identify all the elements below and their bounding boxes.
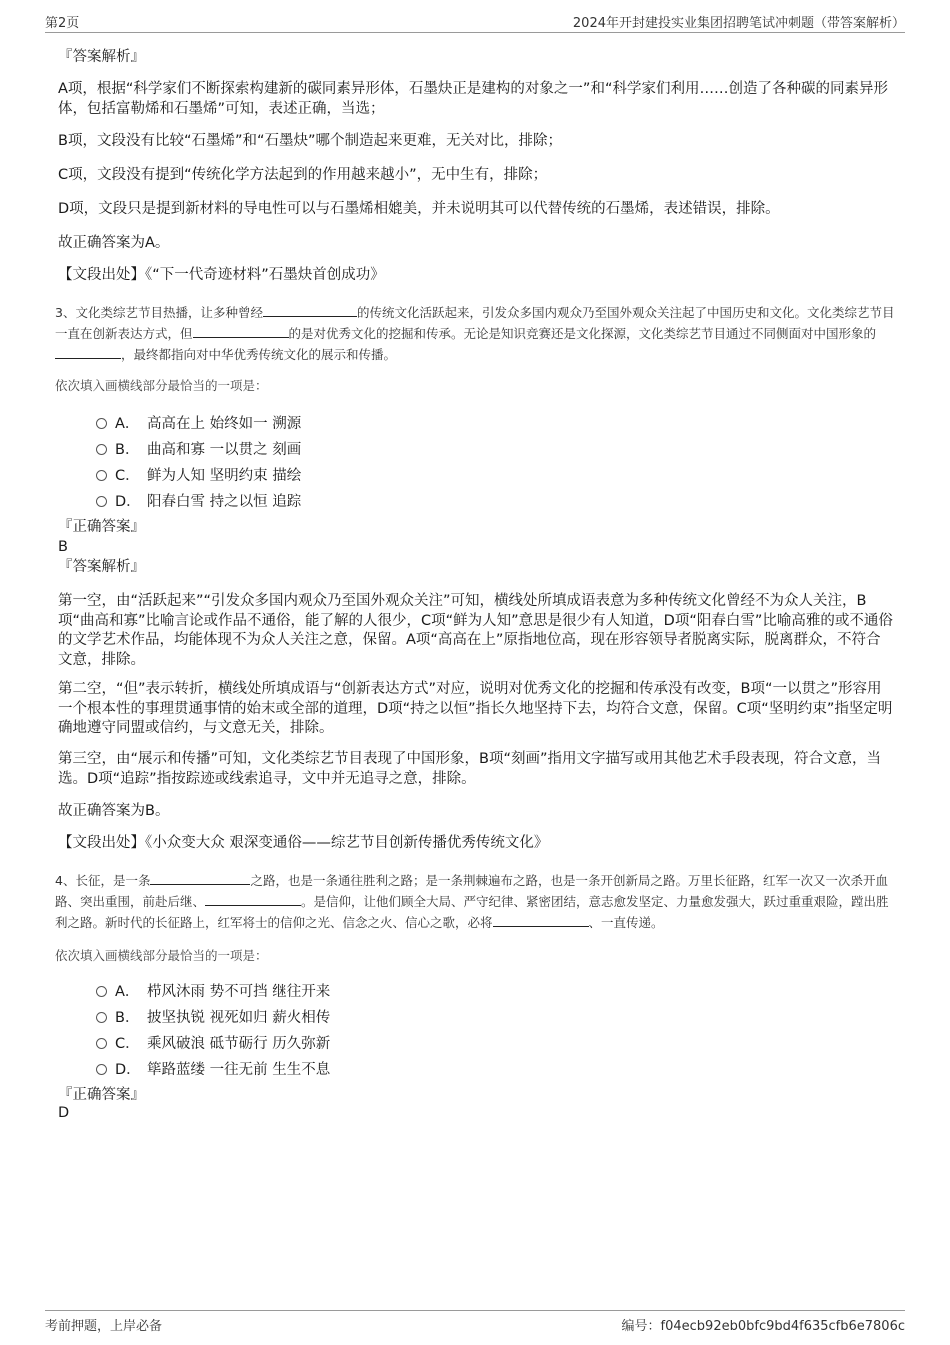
stem-text: 之路，也是一条通往胜利之路；是一条荆棘遍布之路，也是一条开创新局之路。万里长征路，红军一次又一次杀开血路、突出重围，前赴后继、 bbox=[55, 873, 888, 909]
option-c[interactable]: C． 鲜为人知 坚明约束 描绘 bbox=[96, 464, 301, 484]
fill-blank bbox=[193, 324, 289, 338]
question-stem bbox=[55, 302, 895, 365]
correct-answer: D bbox=[58, 1105, 70, 1121]
stem-text: 、一直传递。 bbox=[588, 915, 664, 930]
analysis-label: 『答案解析』 bbox=[58, 49, 145, 65]
option-b[interactable]: B． 曲高和寡 一以贯之 刻画 bbox=[96, 438, 301, 458]
fill-blank bbox=[493, 913, 589, 927]
option-d[interactable]: D． 阳春白雪 持之以恒 追踪 bbox=[96, 490, 301, 510]
analysis-paragraph: C项，文段没有提到“传统化学方法起到的作用越来越小”，无中生有，排除； bbox=[58, 167, 548, 183]
radio-icon[interactable] bbox=[96, 418, 107, 429]
fill-blank bbox=[150, 871, 250, 885]
conclusion: 故正确答案为A。 bbox=[58, 235, 170, 251]
option-a[interactable]: A． 高高在上 始终如一 溯源 bbox=[96, 412, 301, 432]
radio-icon[interactable] bbox=[96, 496, 107, 507]
stem-text: 3、文化类综艺节目热播，让多种曾经 bbox=[55, 305, 263, 320]
page-number: 第2页 bbox=[45, 16, 80, 31]
option-a[interactable]: A． 栉风沐雨 势不可挡 继往开来 bbox=[96, 980, 330, 1000]
radio-icon[interactable] bbox=[96, 1012, 107, 1023]
document-title: 2024年开封建投实业集团招聘笔试冲刺题（带答案解析） bbox=[572, 16, 905, 31]
document-code: 编号：f04ecb92eb0bfc9bd4f635cfb6e7806c bbox=[621, 1319, 905, 1334]
stem-text: 。是信仰，让他们顾全大局、严守纪律、紧密团结，意志愈发坚定、力量愈发强大，跃过重重艰险，蹚出胜利之路。新时代的长征路上，红军将士的信仰之光、信念之火、信心之歌，必将 bbox=[55, 894, 889, 930]
analysis-label: 『答案解析』 bbox=[58, 559, 145, 575]
radio-icon[interactable] bbox=[96, 986, 107, 997]
fill-blank bbox=[55, 345, 121, 359]
question-instruction: 依次填入画横线部分最恰当的一项是： bbox=[55, 378, 268, 393]
analysis-paragraph: A项，根据“科学家们不断探索构建新的碳同素异形体，石墨炔正是建构的对象之一”和“科学家们利用……创造了各种碳的同素异形体，包括富勒烯和石墨烯”可知，表述正确，当选； bbox=[58, 81, 888, 117]
option-b[interactable]: B． 披坚执锐 视死如归 薪火相传 bbox=[96, 1006, 330, 1026]
radio-icon[interactable] bbox=[96, 470, 107, 481]
stem-text: 的是对优秀文化的挖掘和传承。无论是知识竞赛还是文化探源，文化类综艺节目通过不同侧面对中国形象的 bbox=[288, 326, 877, 341]
question-stem bbox=[55, 870, 895, 933]
question-instruction: 依次填入画横线部分最恰当的一项是： bbox=[55, 948, 268, 963]
analysis-paragraph: B项，文段没有比较“石墨烯”和“石墨炔”哪个制造起来更难，无关对比，排除； bbox=[58, 133, 562, 149]
page-header bbox=[45, 10, 905, 33]
analysis-paragraph: D项，文段只是提到新材料的导电性可以与石墨烯相媲美，并未说明其可以代替传统的石墨烯，表述错误，排除。 bbox=[58, 201, 780, 217]
option-c[interactable]: C． 乘风破浪 砥节砺行 历久弥新 bbox=[96, 1032, 330, 1052]
analysis-paragraph: 第一空，由“活跃起来”“引发众多国内观众乃至国外观众关注”可知，横线处所填成语表意为多种传统文化曾经不为众人关注，B项“曲高和寡”比喻言论或作品不通俗，能了解的人很少，C项“鲜为人知”意思是很少有人知道，D项“阳春白雪”比喻高雅的或不通俗的文学艺术作品，均能体现不为众人关注之意，保留。A项“高高在上”原指地位高，现在形容领导者脱离实际，脱离群众，不符合文意，排除。 bbox=[58, 593, 893, 668]
correct-answer: B bbox=[58, 539, 68, 555]
option-d[interactable]: D． 筚路蓝缕 一往无前 生生不息 bbox=[96, 1058, 330, 1078]
radio-icon[interactable] bbox=[96, 1038, 107, 1049]
conclusion: 故正确答案为B。 bbox=[58, 803, 170, 819]
analysis-paragraph: 第三空，由“展示和传播”可知，文化类综艺节目表现了中国形象，B项“刻画”指用文字描写或用其他艺术手段表现，符合文意，当选。D项“追踪”指按踪迹或线索追寻，文中并无追寻之意，排除。 bbox=[58, 751, 881, 787]
page-footer bbox=[45, 1310, 905, 1335]
fill-blank bbox=[205, 892, 301, 906]
fill-blank bbox=[263, 303, 357, 317]
analysis-paragraph: 第二空，“但”表示转折，横线处所填成语与“创新表达方式”对应，说明对优秀文化的挖掘和传承没有改变，B项“一以贯之”形容用一个根本性的事理贯通事情的始末或全部的道理，D项“持之以恒”指长久地坚持下去，均符合文意，保留。C项“坚明约束”指坚定明确地遵守同盟或信约，与文意无关，排除。 bbox=[58, 681, 893, 736]
stem-text: 的传统文化活跃起来，引发众多国内观众乃至国外观众关注起了中国历史和文化。文化类综艺节目一直在创新表达方式，但 bbox=[55, 305, 895, 341]
stem-text: ，最终都指向对中华优秀传统文化的展示和传播。 bbox=[121, 347, 397, 362]
source-citation: 【文段出处】《“下一代奇迹材料”石墨炔首创成功》 bbox=[58, 267, 385, 283]
answer-label: 『正确答案』 bbox=[58, 519, 145, 535]
source-citation: 【文段出处】《小众变大众 艰深变通俗——综艺节目创新传播优秀传统文化》 bbox=[58, 835, 549, 851]
radio-icon[interactable] bbox=[96, 1064, 107, 1075]
footer-slogan: 考前押题，上岸必备 bbox=[45, 1319, 163, 1334]
answer-label: 『正确答案』 bbox=[58, 1087, 145, 1103]
stem-text: 4、长征，是一条 bbox=[55, 873, 151, 888]
radio-icon[interactable] bbox=[96, 444, 107, 455]
